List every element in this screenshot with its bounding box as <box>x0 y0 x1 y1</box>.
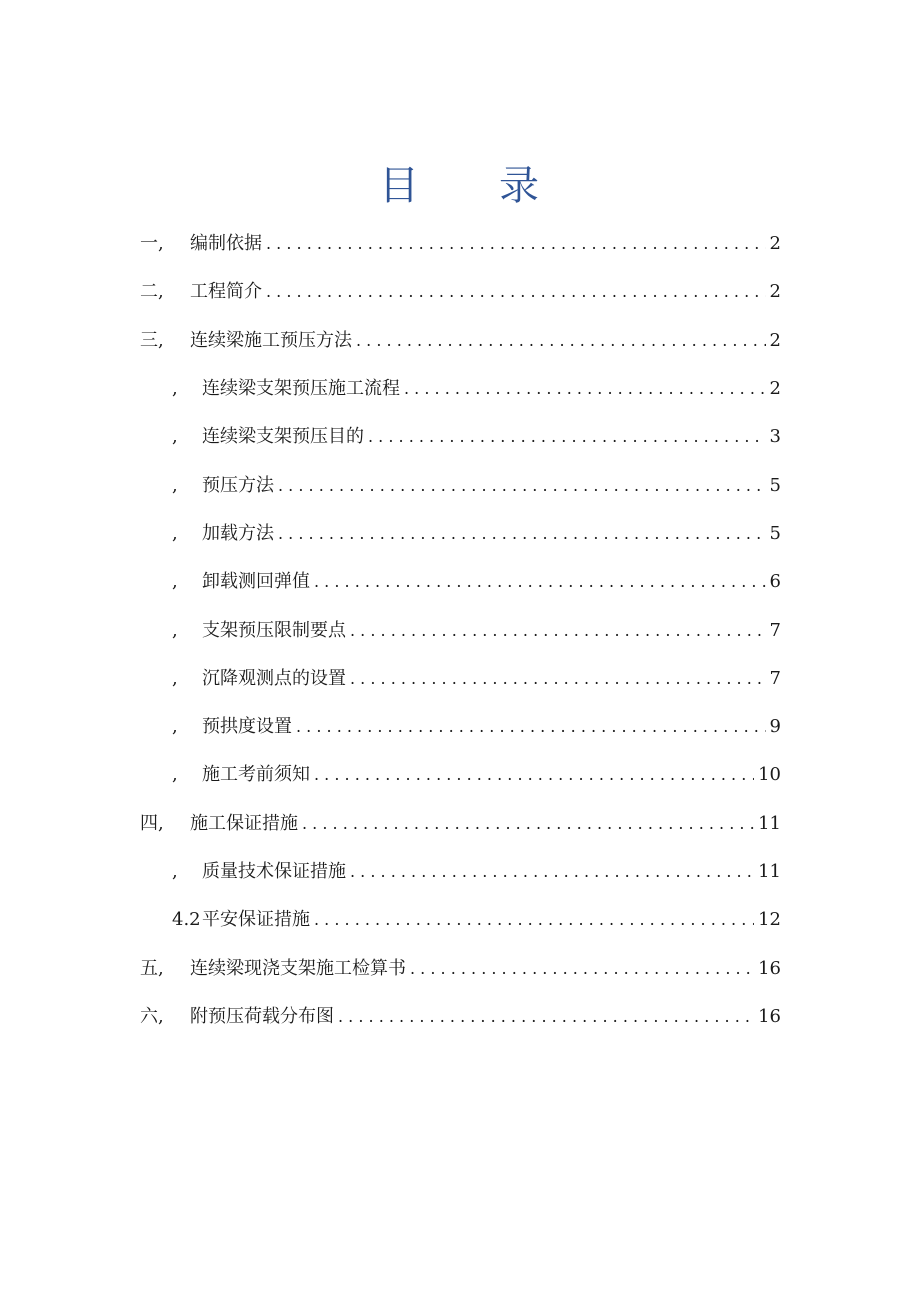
toc-entry-number: , <box>172 667 178 689</box>
toc-dot-leader <box>302 812 754 836</box>
toc-entry-label: 加载方法 <box>202 522 274 544</box>
toc-entry-number: , <box>172 764 178 786</box>
toc-dot-leader <box>314 570 766 594</box>
toc-entry-page: 7 <box>769 619 781 641</box>
toc-dot-leader <box>266 280 766 304</box>
toc-entry-page: 11 <box>758 812 781 834</box>
toc-entry-number: , <box>172 522 178 544</box>
toc-entry-number: 三, <box>140 329 164 351</box>
toc-entry-page: 16 <box>758 1005 781 1027</box>
toc-entry[interactable] <box>140 268 781 316</box>
toc-entry-page: 7 <box>769 667 781 689</box>
toc-entry[interactable] <box>140 606 781 654</box>
toc-entry-label: 沉降观测点的设置 <box>202 667 346 689</box>
toc-entry[interactable] <box>140 751 781 799</box>
toc-entry[interactable] <box>140 993 781 1041</box>
toc-entry-label: 支架预压限制要点 <box>202 619 346 641</box>
toc-entry-number: , <box>172 474 178 496</box>
toc-entry[interactable] <box>140 848 781 896</box>
toc-entry-number: , <box>172 861 178 882</box>
toc-entry-page: 9 <box>769 716 781 738</box>
toc-entry-label: 连续梁支架预压施工流程 <box>202 378 400 400</box>
page-title-char-2: 录 <box>499 163 541 209</box>
toc-entry-label: 预压方法 <box>202 474 274 496</box>
toc-entry[interactable] <box>140 655 781 703</box>
toc-entry-page: 6 <box>769 571 781 593</box>
toc-entry-label: 连续梁现浇支架施工检算书 <box>190 957 406 979</box>
toc-entry[interactable] <box>140 413 781 461</box>
toc-entry-page: 2 <box>769 281 781 303</box>
page-title <box>0 158 920 214</box>
toc-dot-leader <box>296 715 766 739</box>
page-title-char-1: 目 <box>379 163 421 209</box>
toc-entry-number: 四, <box>140 812 164 834</box>
toc-entry[interactable] <box>140 317 781 365</box>
toc-dot-leader <box>410 957 754 981</box>
table-of-contents <box>140 220 781 1041</box>
toc-dot-leader <box>314 908 754 932</box>
toc-dot-leader <box>404 377 766 401</box>
toc-entry-label: 施工保证措施 <box>190 812 298 834</box>
toc-entry[interactable] <box>140 510 781 558</box>
toc-entry-number: 4.2 <box>172 909 201 931</box>
toc-dot-leader <box>350 860 754 884</box>
toc-entry-number: , <box>172 619 178 641</box>
toc-entry-label: 工程简介 <box>190 281 262 303</box>
toc-dot-leader <box>266 232 766 256</box>
toc-entry-number: 一, <box>140 233 164 255</box>
toc-entry-label: 质量技术保证措施 <box>202 861 346 882</box>
toc-entry-number: , <box>172 378 178 400</box>
toc-entry-page: 5 <box>769 522 781 544</box>
toc-entry-number: , <box>172 426 178 448</box>
toc-entry-label: 平安保证措施 <box>202 909 310 931</box>
toc-dot-leader <box>278 522 766 546</box>
toc-dot-leader <box>356 329 766 353</box>
toc-entry[interactable] <box>140 461 781 509</box>
toc-entry-page: 11 <box>758 861 781 882</box>
toc-dot-leader <box>314 763 754 787</box>
toc-entry[interactable] <box>140 703 781 751</box>
toc-entry-page: 2 <box>769 329 781 351</box>
toc-entry-label: 编制依据 <box>190 233 262 255</box>
toc-entry[interactable] <box>140 220 781 268</box>
toc-entry-page: 2 <box>769 378 781 400</box>
toc-dot-leader <box>350 667 766 691</box>
toc-entry-number: , <box>172 571 178 593</box>
toc-entry[interactable] <box>140 558 781 606</box>
toc-entry-label: 连续梁施工预压方法 <box>190 329 352 351</box>
toc-entry-label: 附预压荷载分布图 <box>190 1005 334 1027</box>
toc-entry-page: 16 <box>758 957 781 979</box>
toc-entry-number: 六, <box>140 1005 164 1027</box>
toc-entry-page: 2 <box>769 233 781 255</box>
toc-entry-page: 12 <box>758 909 781 931</box>
toc-entry-page: 3 <box>769 426 781 448</box>
toc-entry[interactable] <box>140 896 781 944</box>
toc-entry-number: 五, <box>140 957 164 979</box>
toc-entry-page: 5 <box>769 474 781 496</box>
toc-dot-leader <box>278 474 766 498</box>
toc-entry-number: , <box>172 716 178 738</box>
toc-entry[interactable] <box>140 944 781 992</box>
toc-dot-leader <box>368 425 766 449</box>
toc-entry-label: 卸载测回弹值 <box>202 571 310 593</box>
toc-entry-label: 施工考前须知 <box>202 764 310 786</box>
toc-entry-label: 连续梁支架预压目的 <box>202 426 364 448</box>
toc-entry-label: 预拱度设置 <box>202 716 292 738</box>
toc-dot-leader <box>338 1005 754 1029</box>
toc-entry[interactable] <box>140 800 781 848</box>
toc-entry[interactable] <box>140 365 781 413</box>
toc-entry-page: 10 <box>758 764 781 786</box>
toc-dot-leader <box>350 619 766 643</box>
toc-entry-number: 二, <box>140 281 164 303</box>
